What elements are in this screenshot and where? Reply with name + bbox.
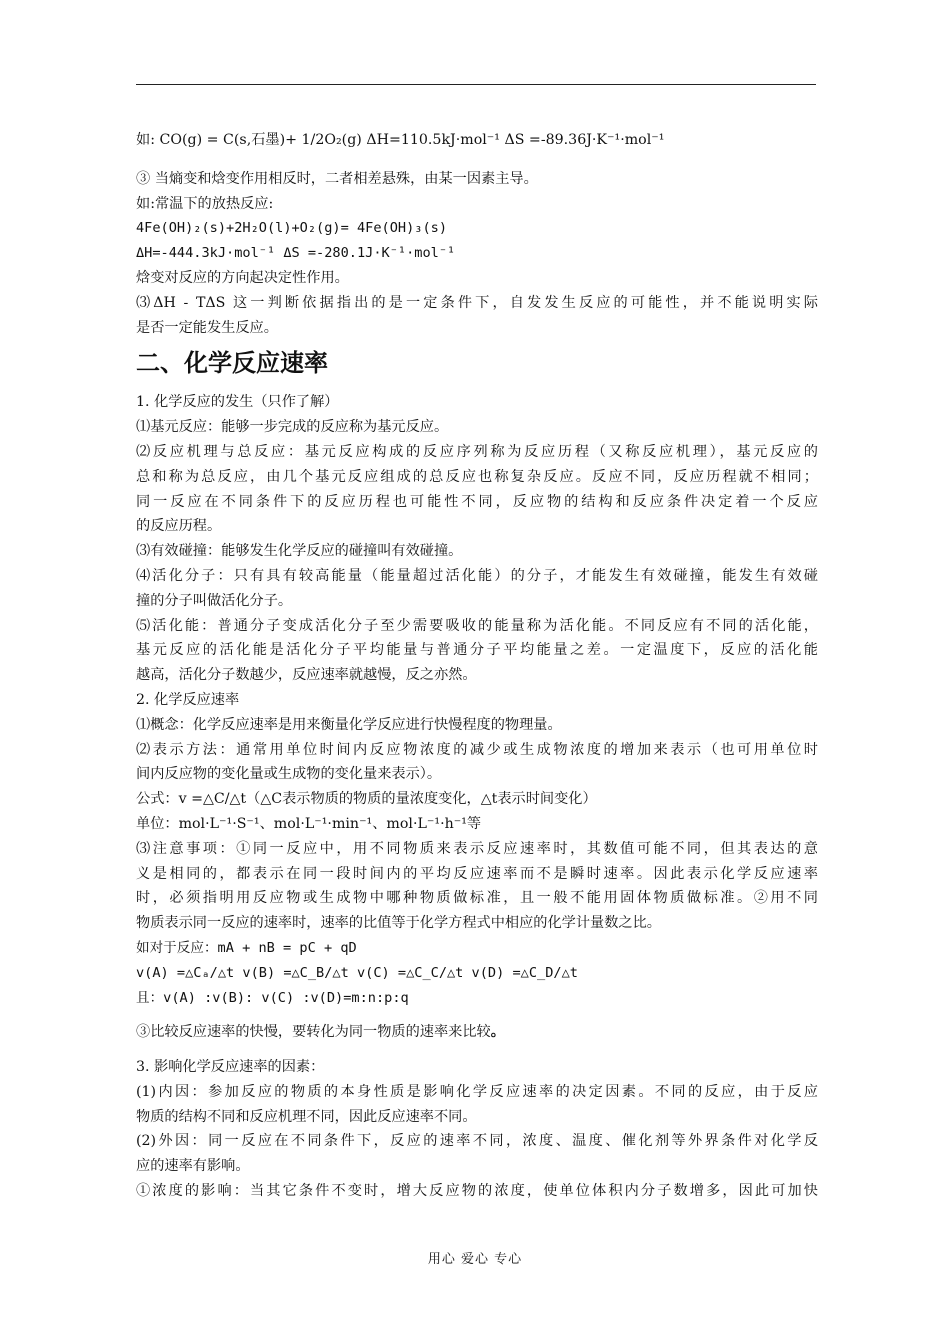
text-line: 撞的分子叫做活化分子。 xyxy=(136,592,293,609)
text-line: 物质的结构不同和反应机理不同，因此反应速率不同。 xyxy=(136,1108,477,1125)
text-line: 间内反应物的变化量或生成物的变化量来表示）。 xyxy=(136,766,442,783)
header-rule xyxy=(136,84,816,85)
text-line: 基元反应的活化能是活化分子平均能量与普通分子平均能量之差。一定温度下，反应的活化能 xyxy=(136,642,818,659)
text-line: ⑷活化分子：只有具有较高能量（能量超过活化能）的分子，才能发生有效碰撞，能发生有效碰 xyxy=(136,567,818,584)
text-line: 应的速率有影响。 xyxy=(136,1158,250,1175)
text-line: 总和称为总反应，由几个基元反应组成的总反应也称复杂反应。反应不同，反应历程就不相同； xyxy=(136,468,818,485)
page-content xyxy=(136,128,818,1204)
text-line: 是否一定能发生反应。 xyxy=(136,319,278,336)
text-line: 同一反应在不同条件下的反应历程也可能性不同，反应物的结构和反应条件决定着一个反应 xyxy=(136,493,818,510)
compare-text: ③比较反应速率的快慢，要转化为同一物质的速率来比较 xyxy=(136,1024,491,1041)
text-line: 的反应历程。 xyxy=(136,518,222,535)
formula-line: 公式：v =△C/△t（△C表示物质的物质的量浓度变化，△t表示时间变化） xyxy=(136,791,597,808)
equation-line: 4Fe(OH)₂(s)+2H₂O(l)+O₂(g)= 4Fe(OH)₃(s) xyxy=(136,220,447,237)
page-footer: 用心 爱心 专心 xyxy=(427,1252,523,1267)
text-line: (1)内因：参加反应的物质的本身性质是影响化学反应速率的决定因素。不同的反应，由于反应 xyxy=(136,1083,818,1100)
text-line: ⑶注意事项：①同一反应中，用不同物质来表示反应速率时，其数值可能不同，但其表达的意 xyxy=(136,840,818,857)
compare-end: 。 xyxy=(490,1024,505,1041)
text-line: ⑶有效碰撞：能够发生化学反应的碰撞叫有效碰撞。 xyxy=(136,543,463,560)
text-line: 物质表示同一反应的速率时，速率的比值等于化学方程式中相应的化学计量数之比。 xyxy=(136,915,661,932)
text-line: 越高，活化分子数越少，反应速率就越慢，反之亦然。 xyxy=(136,667,477,684)
text-line: (2)外因：同一反应在不同条件下，反应的速率不同，浓度、温度、催化剂等外界条件对化学反 xyxy=(136,1133,818,1150)
text-line: 时，必须指明用反应物或生成物中哪种物质做标准，且一般不能用固体物质做标准。②用不同 xyxy=(136,890,818,907)
equation-line: ΔH=-444.3kJ·mol⁻¹ ΔS =-280.1J·K⁻¹·mol⁻¹ xyxy=(136,245,456,262)
equation-line: 如对于反应：mA + nB = pC + qD xyxy=(136,939,357,956)
text-line: 焓变对反应的方向起决定性作用。 xyxy=(136,269,349,286)
text-line: 1. 化学反应的发生（只作了解） xyxy=(136,394,339,411)
text-line: 2. 化学反应速率 xyxy=(136,691,240,708)
units-line: 单位：mol·L⁻¹·S⁻¹、mol·L⁻¹·min⁻¹、mol·L⁻¹·h⁻¹等 xyxy=(136,815,482,832)
text-line: 3. 影响化学反应速率的因素： xyxy=(136,1059,325,1076)
text-line: ⑸活化能：普通分子变成活化分子至少需要吸收的能量称为活化能。不同反应有不同的活化能， xyxy=(136,617,818,634)
text-line: ⑵表示方法：通常用单位时间内反应物浓度的减少或生成物浓度的增加来表示（也可用单位时 xyxy=(136,741,818,758)
text-line: ⑴基元反应：能够一步完成的反应称为基元反应。 xyxy=(136,419,449,436)
text-line: 如:常温下的放热反应: xyxy=(136,195,274,212)
text-line: ③ 当熵变和焓变作用相反时，二者相差悬殊，由某一因素主导。 xyxy=(136,170,538,187)
text-line: ⑶ΔH - TΔS 这一判断依据指出的是一定条件下，自发发生反应的可能性，并不能说明实际 xyxy=(136,294,818,311)
text-line: ⑵反应机理与总反应：基元反应构成的反应序列称为反应历程（又称反应机理），基元反应的 xyxy=(136,443,818,460)
equation-line: v(A) =△Cₐ/△t v(B) =△C_B/△t v(C) =△C_C/△t v(D) =△C_D/△t xyxy=(136,964,578,981)
text-line: ①浓度的影响：当其它条件不变时，增大反应物的浓度，使单位体积内分子数增多，因此可加快 xyxy=(136,1183,818,1200)
section-heading: 二、化学反应速率 xyxy=(136,349,328,378)
equation-line: 且：v(A) :v(B): v(C) :v(D)=m:n:p:q xyxy=(136,989,409,1006)
text-line: 义是相同的，都表示在同一段时间内的平均反应速率而不是瞬时速率。因此表示化学反应速率 xyxy=(136,865,818,882)
text-line: ⑴概念：化学反应速率是用来衡量化学反应进行快慢程度的物理量。 xyxy=(136,716,562,733)
text-line xyxy=(136,1020,818,1045)
text-line: 如: CO(g) = C(s,石墨)+ 1/2O₂(g) ΔH=110.5kJ·mol⁻¹ ΔS =-89.36J·K⁻¹·mol⁻¹ xyxy=(136,132,665,148)
